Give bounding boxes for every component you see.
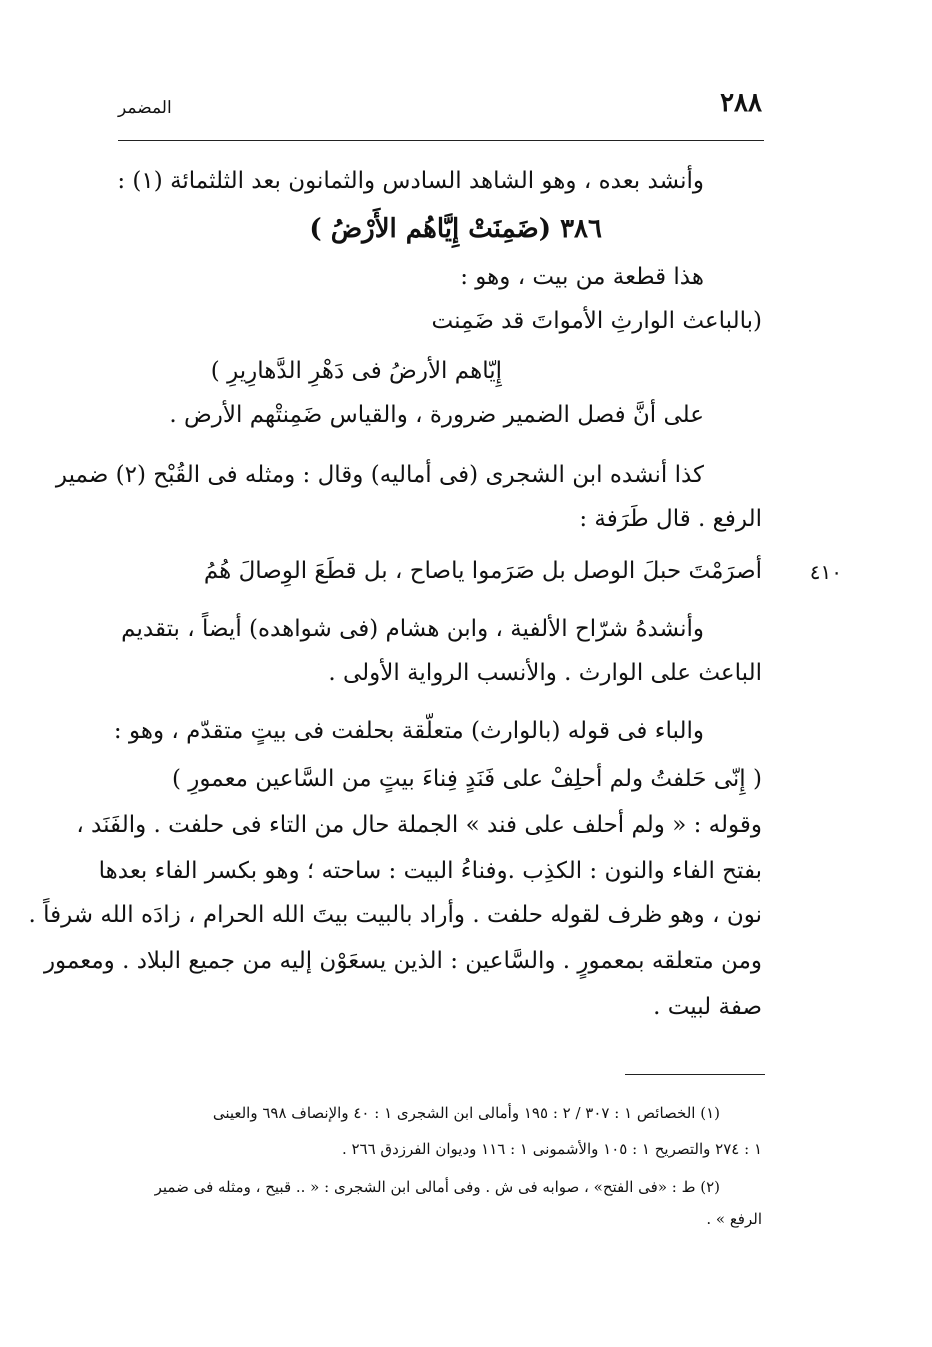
verse-number: ٤١٠ [809, 560, 842, 584]
body-line: وأنشد بعده ، وهو الشاهد السادس والثمانون بعد الثلثمائة (١) : [117, 168, 704, 194]
page-number: ٢٨٨ [720, 88, 762, 118]
footnote-line: الرفع » . [706, 1210, 762, 1228]
running-title: المضمر [118, 98, 172, 118]
footnote-line: (٢) ط : «فى الفتح» ، صوابه فى ش . وفى أمالى ابن الشجرى : « .. قبيح ، ومثله فى ضمير [154, 1178, 720, 1196]
body-line: على أنَّ فصل الضمير ضرورة ، والقياس ضَمِنتْهم الأرض . [169, 402, 704, 428]
verse-line: أصرَمْتَ حبلَ الوصل بل صَرَموا ياصاح ، بل قطَعَ الوِصالَ هُمُ [203, 558, 762, 584]
body-line: ومن متعلقه بمعمورٍ . والسَّاعين : الذين يسعَوْن إليه من جميع البلاد . ومعمور [43, 948, 762, 974]
body-line: كذا أنشده ابن الشجرى (فى أماليه) وقال : ومثله فى القُبْح (٢) ضمير [55, 462, 704, 488]
body-line: وقوله : « ولم أحلف على فند » الجملة حال من التاء فى حلفت . والفَنَد ، [76, 812, 762, 838]
body-line: هذا قطعة من بيت ، وهو : [460, 264, 704, 290]
body-line: الرفع . قال طَرَفة : [579, 506, 762, 532]
verse-line: ( إِنّى حَلفتُ ولم أحلِفْ على فَنَدٍ فِناءَ بيتٍ من السَّاعين معمورِ ) [172, 766, 762, 792]
footnote-divider [625, 1074, 765, 1075]
body-line: وأنشدهُ شرّاح الألفية ، وابن هشام (فى شواهده) أيضاً ، بتقديم [121, 616, 704, 642]
body-line: صفة لبيت . [653, 994, 762, 1020]
body-line: بفتح الفاء والنون : الكذِب .وفناءُ البيت : ساحته ؛ وهو بكسر الفاء بعدها [98, 858, 762, 884]
verse-line: إِيّاهم الأرضُ فى دَهْرِ الدَّهارِيرِ ) [210, 358, 502, 384]
footnote-line: ١ : ٢٧٤ والتصريح ١ : ١٠٥ والأشمونى ١ : ١١٦ وديوان الفرزدق ٢٦٦ . [341, 1140, 762, 1158]
footnote-line: (١) الخصائص ١ : ٣٠٧ / ٢ : ١٩٥ وأمالى ابن الشجرى ١ : ٤٠ والإنصاف ٦٩٨ والعينى [212, 1104, 720, 1122]
body-line: نون ، وهو ظرف لقوله حلفت . وأراد بالبيت بيتَ الله الحرام ، زادَه الله شرفاً . [28, 902, 762, 928]
header-divider [118, 140, 764, 141]
witness-heading: ٣٨٦ (ضَمِنَتْ إِيَّاهُم الأَرْضُ ) [309, 214, 602, 244]
body-line: الباعث على الوارث . والأنسب الرواية الأولى . [328, 660, 762, 686]
verse-line: (بالباعث الوارثِ الأمواتَ قد ضَمِنت [431, 308, 762, 334]
body-line: والباء فى قوله (بالوارث) متعلّقة بحلفت فى بيتٍ متقدّم ، وهو : [113, 718, 704, 744]
